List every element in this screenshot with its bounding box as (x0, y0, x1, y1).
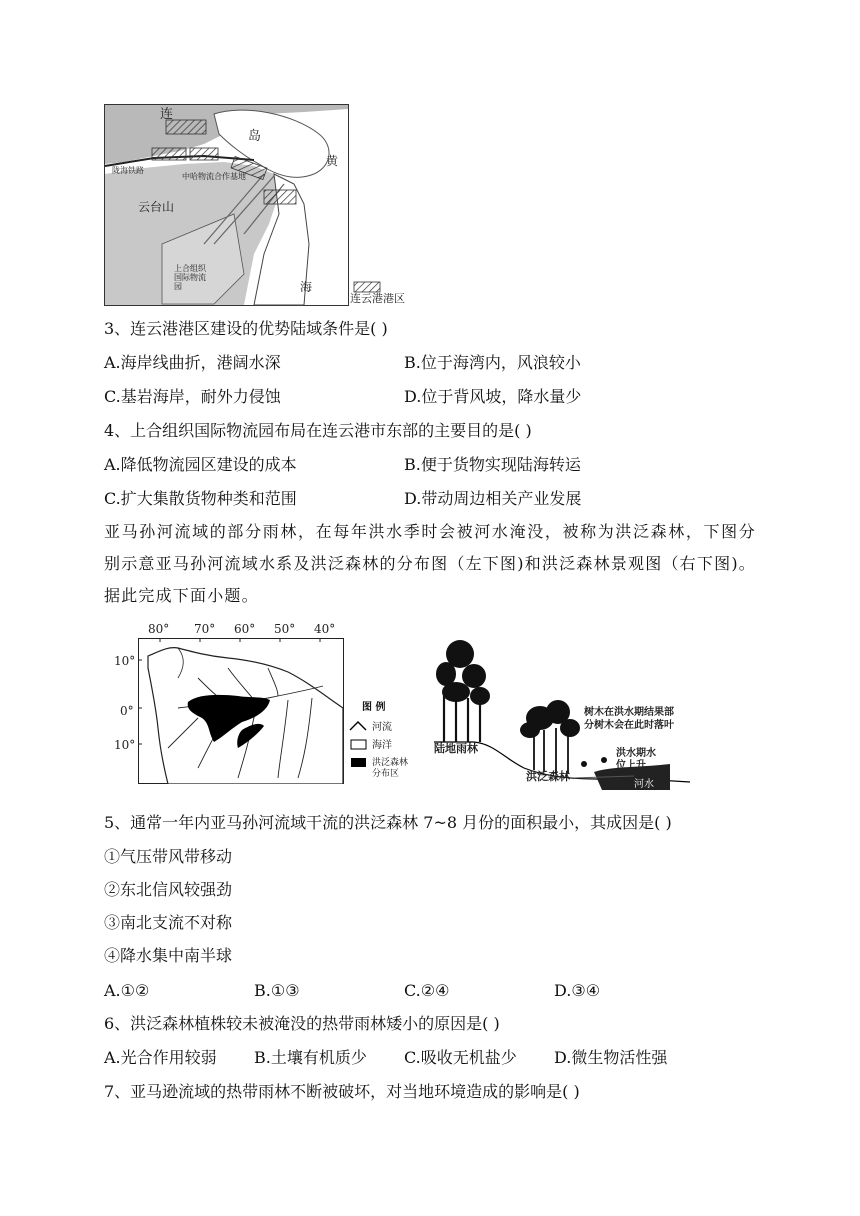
intro-paragraph: 亚马孙河流域的部分雨林，在每年洪水季时会被河水淹没，被称为洪泛森林，下图分别示意亚马孙河流域水系及洪泛森林的分布图（左下图)和洪泛森林景观图（右下图)。据此完成下面小题。 (104, 522, 756, 605)
lat-label: 10° (114, 738, 136, 752)
lat-label: 10° (114, 654, 136, 668)
map-label-base: 中哈物流合作基地 (182, 172, 246, 181)
q6-option-b: B.土壤有机质少 (254, 1048, 367, 1067)
lianyungang-map (104, 104, 410, 306)
map-label-railway: 陇海铁路 (112, 166, 144, 175)
legend-river: 河流 (372, 722, 392, 733)
q6-option-a: A.光合作用较弱 (104, 1048, 217, 1067)
legend-ocean: 海洋 (372, 740, 392, 751)
q3-stem: 3、连云港港区建设的优势陆域条件是( ) (104, 319, 388, 338)
label-flood-forest: 洪泛森林 (526, 770, 570, 783)
amazon-map (110, 620, 410, 786)
lon-label: 80° (148, 622, 170, 636)
lon-label: 40° (314, 622, 336, 636)
label-river-water: 河水 (634, 779, 654, 790)
q4-option-b: B.便于货物实现陆海转运 (404, 455, 581, 474)
q6-option-c: C.吸收无机盐少 (404, 1048, 517, 1067)
map-label-huang: 黄 (326, 154, 339, 168)
q3-option-c: C.基岩海岸，耐外力侵蚀 (104, 387, 281, 406)
flood-forest-landscape (434, 632, 690, 794)
legend-title: 图 例 (362, 702, 386, 713)
q5-stem: 5、通常一年内亚马孙河流域干流的洪泛森林 7~8 月份的面积最小，其成因是( ) (104, 813, 672, 832)
map-label-mountain: 云台山 (138, 200, 175, 214)
q5-item-4: ④降水集中南半球 (104, 946, 233, 965)
lat-label: 0° (120, 704, 134, 718)
map-legend-port: 连云港港区 (350, 292, 405, 305)
map-label-hai: 海 (300, 280, 313, 294)
q5-option-b: B.①③ (254, 981, 300, 1000)
map-label-dao: 岛 (248, 129, 262, 144)
q7-stem: 7、亚马逊流域的热带雨林不断被破坏，对当地环境造成的影响是( ) (104, 1082, 580, 1101)
q5-item-3: ③南北支流不对称 (104, 913, 233, 932)
lon-label: 60° (234, 622, 256, 636)
q5-option-c: C.②④ (404, 981, 450, 1000)
label-flood-period: 洪水期水位上升 (616, 748, 656, 771)
label-fruiting-note: 树木在洪水期结果部分树木会在此时落叶 (584, 707, 674, 731)
q5-option-a: A.①② (104, 981, 150, 1000)
q4-option-a: A.降低物流园区建设的成本 (104, 455, 297, 474)
ocean-legend-icon (351, 740, 366, 749)
map-label-sco-park: 上合组织国际物流园 (174, 264, 206, 291)
label-land-rainforest: 陆地雨林 (434, 742, 478, 755)
map-label-lian: 连 (160, 107, 174, 122)
q4-option-d: D.带动周边相关产业发展 (404, 489, 582, 508)
amazon-map-svg (138, 638, 344, 784)
q5-item-1: ①气压带风带移动 (104, 847, 233, 866)
q5-option-d: D.③④ (554, 981, 601, 1000)
forest-legend-icon (351, 758, 366, 767)
lon-label: 70° (194, 622, 216, 636)
q4-stem: 4、上合组织国际物流园布局在连云港市东部的主要目的是( ) (104, 421, 532, 440)
q6-option-d: D.微生物活性强 (554, 1048, 668, 1067)
legend-symbols (348, 720, 370, 772)
q3-option-b: B.位于海湾内，风浪较小 (404, 353, 581, 372)
lon-label: 50° (274, 622, 296, 636)
q6-stem: 6、洪泛森林植株较未被淹没的热带雨林矮小的原因是( ) (104, 1014, 500, 1033)
legend-forest: 洪泛森林分布区 (372, 758, 409, 779)
q4-option-c: C.扩大集散货物种类和范围 (104, 489, 297, 508)
q3-option-d: D.位于背风坡，降水量少 (404, 387, 582, 406)
q5-item-2: ②东北信风较强劲 (104, 880, 233, 899)
river-legend-icon (350, 722, 366, 730)
q3-option-a: A.海岸线曲折，港阔水深 (104, 353, 281, 372)
